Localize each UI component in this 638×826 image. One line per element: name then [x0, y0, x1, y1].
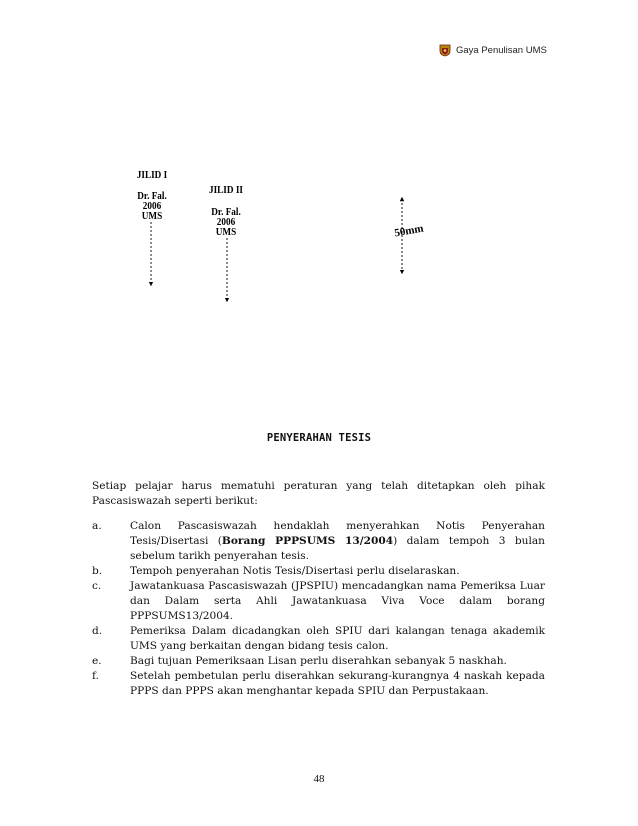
list-item-text: Bagi tujuan Pemeriksaan Lisan perlu diserahkan sebanyak 5 naskhah.: [130, 655, 507, 667]
thesis-spine-diagram: [0, 0, 638, 330]
list-item: [92, 669, 545, 699]
list-item: [92, 579, 545, 624]
form-reference: Borang PPPSUMS 13/2004: [221, 535, 394, 547]
spine1-title: JILID I: [136, 170, 168, 181]
list-marker: b.: [92, 565, 103, 577]
list-item-text: Jawatankuasa Pascasiswazah (JPSPIU) mencadangkan nama Pemeriksa Luar dan Dalam serta Ahli Jawatankuasa Viva Voce dalam borang PPPSUMS13/2004.: [130, 580, 545, 622]
intro-paragraph: Setiap pelajar harus mematuhi peraturan yang telah ditetapkan oleh pihak Pascasiswazah seperti berikut:: [92, 480, 545, 507]
list-item: [92, 624, 545, 654]
diagram-arrows: [0, 0, 638, 330]
spine1-year: 2006: [142, 201, 162, 212]
spine2-uni: UMS: [215, 227, 237, 238]
requirements-list: [92, 519, 545, 699]
list-marker: d.: [92, 625, 103, 637]
list-item: [92, 564, 545, 579]
page-number: 48: [313, 773, 325, 785]
list-item-text: Calon Pascasiswazah hendaklah menyerahkan Notis Penyerahan Tesis/Disertasi (Borang PPPSUMS 13/2004) dalam tempoh 3 bulan sebelum tarikh penyerahan tesis.: [130, 520, 545, 562]
list-item-text: Tempoh penyerahan Notis Tesis/Disertasi perlu diselaraskan.: [130, 565, 460, 577]
header-text: Gaya Penulisan UMS: [456, 44, 547, 56]
spine2-year: 2006: [216, 217, 236, 228]
list-item-text: Setelah pembetulan perlu diserahkan sekurang-kurangnya 4 naskah kepada PPPS dan PPPS akan menghantar kepada SPIU dan Perpustakaan.: [130, 670, 545, 697]
list-item: [92, 654, 545, 669]
spine2-name: Dr. Fal.: [211, 207, 241, 218]
list-marker: f.: [92, 670, 99, 682]
measure-label: 50mm: [393, 222, 425, 240]
list-item-text: Pemeriksa Dalam dicadangkan oleh SPIU dari kalangan tenaga akademik UMS yang berkaitan dengan bidang tesis calon.: [130, 625, 545, 652]
list-marker: a.: [92, 520, 102, 532]
spine1-name: Dr. Fal.: [137, 191, 167, 202]
list-item: [92, 519, 545, 564]
list-marker: c.: [92, 580, 102, 592]
section-title: PENYERAHAN TESIS: [266, 432, 372, 444]
spine1-uni: UMS: [141, 211, 163, 222]
list-marker: e.: [92, 655, 102, 667]
spine2-title: JILID II: [208, 185, 244, 196]
